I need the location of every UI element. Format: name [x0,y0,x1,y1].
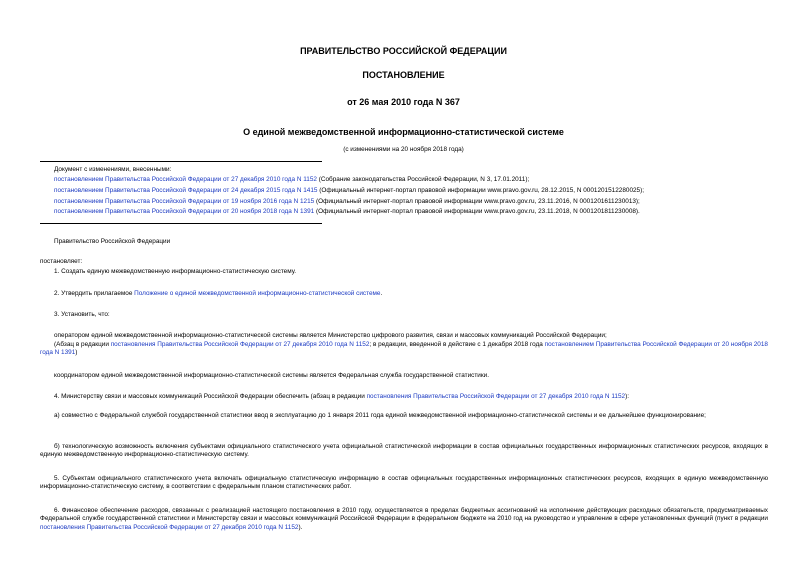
change-link[interactable]: постановлением Правительства Российской Федерации от 19 ноября 2016 года N 1215 [54,198,315,205]
amendment-link[interactable]: постановлением Правительства Российской Федерации от 20 ноября 2018 года N 1391 [40,341,768,357]
document-date-number: от 26 мая 2010 года N 367 [347,97,460,107]
clause-3-coordinator: координатором единой межведомственной информационно-статистической системы является Федеральная служба государственной статистики. [54,372,490,379]
change-link[interactable]: постановлением Правительства Российской Федерации от 24 декабря 2015 года N 1415 [54,187,318,194]
change-item: постановлением Правительства Российской Федерации от 24 декабря 2015 года N 1415 (Официальный интернет-портал правовой информации www.pravo.gov.ru, 28.12.2015, N 0001201512280025); [54,187,645,194]
issuer-heading: ПРАВИТЕЛЬСТВО РОССИЙСКОЙ ФЕДЕРАЦИИ [300,46,507,56]
clause-4a: а) совместно с Федеральной службой государственной статистики ввод в эксплуатацию до 1 января 2011 года единой межведомственной информационно-статистической системы и ее дальнейшее функционирование; [54,412,706,419]
regulation-link[interactable]: Положение о единой межведомственной информационно-статистической системе [134,290,381,297]
body-government: Правительство Российской Федерации [54,238,171,245]
clause-3: 3. Установить, что: [54,311,110,318]
changes-intro: Документ с изменениями, внесенными: [54,166,172,173]
change-link[interactable]: постановлением Правительства Российской Федерации от 27 декабря 2010 года N 1152 [54,176,317,183]
clause-3-operator-note: (Абзац в редакции постановления Правительства Российской Федерации от 27 декабря 2010 года N 1152; в редакции, введенной в действие с 1 декабря 2018 года постановлением Правительства Российской Федерации от 20 ноября 2018 года N 1391) [40,341,768,357]
amendment-note: (с изменениями на 20 ноября 2018 года) [343,146,464,153]
document-title: О единой межведомственной информационно-статистической системе [243,127,564,137]
clause-6: 6. Финансовое обеспечение расходов, связанных с реализацией настоящего постановления в 2010 году, осуществляется в пределах бюджетных ассигнований на исполнение действующих расходных обязательств, предусматриваемых Федеральной службе государственной статистики и Министерству связи и массовых коммуникаций Российской Федерации в федеральном бюджете на 2010 год на руководство и управление в сфере установленных функций (пункт в редакциипостановления Правительства Российской Федерации от 27 декабря 2010 года N 1152). [40,507,768,531]
amendment-link[interactable]: постановления Правительства Российской Федерации от 27 декабря 2010 года N 1152 [366,393,626,400]
document-type: ПОСТАНОВЛЕНИЕ [362,70,445,80]
change-item: постановлением Правительства Российской Федерации от 19 ноября 2016 года N 1215 (Официальный интернет-портал правовой информации www.pravo.gov.ru, 23.11.2016, N 0001201611230013); [54,198,640,205]
clause-4b: б) технологическую возможность включения субъектами официального статистического учета официальной статистической информации в состав официальных государственных информационных статистических ресурсов, входящих в единую межведомственную информационно-статистическую систему. [40,443,768,459]
clause-2: 2. Утвердить прилагаемое Положение о единой межведомственной информационно-статистической системе. [54,290,383,297]
bottom-divider [40,223,322,224]
top-divider [40,161,322,162]
amendment-link[interactable]: постановления Правительства Российской Федерации от 27 декабря 2010 года N 1152 [40,523,299,531]
clause-4: 4. Министерству связи и массовых коммуникаций Российской Федерации обеспечить (абзац в редакции постановления Правительства Российской Федерации от 27 декабря 2010 года N 1152): [54,393,629,400]
clause-5: 5. Субъектам официального статистического учета включать официальную статистическую информацию в состав официальных государственных информационных статистических ресурсов, входящих в единую межведомственную информационно-статистическую систему, в соответствии с федеральным планом статистических работ. [40,475,768,491]
clause-3-operator: оператором единой межведомственной информационно-статистической системы является Министерство цифрового развития, связи и массовых коммуникаций Российской Федерации; [54,332,607,339]
change-link[interactable]: постановлением Правительства Российской Федерации от 20 ноября 2018 года N 1391 [54,208,315,215]
change-item: постановлением Правительства Российской Федерации от 27 декабря 2010 года N 1152 (Собрание законодательства Российской Федерации, N 3, 17.01.2011); [54,176,530,183]
change-item: постановлением Правительства Российской Федерации от 20 ноября 2018 года N 1391 (Официальный интернет-портал правовой информации www.pravo.gov.ru, 23.11.2018, N 0001201811230008). [54,208,640,215]
body-decides: постановляет: [40,258,83,265]
amendment-link[interactable]: постановления Правительства Российской Федерации от 27 декабря 2010 года N 1152 [110,341,370,348]
clause-1: 1. Создать единую межведомственную информационно-статистическую систему. [54,268,297,275]
